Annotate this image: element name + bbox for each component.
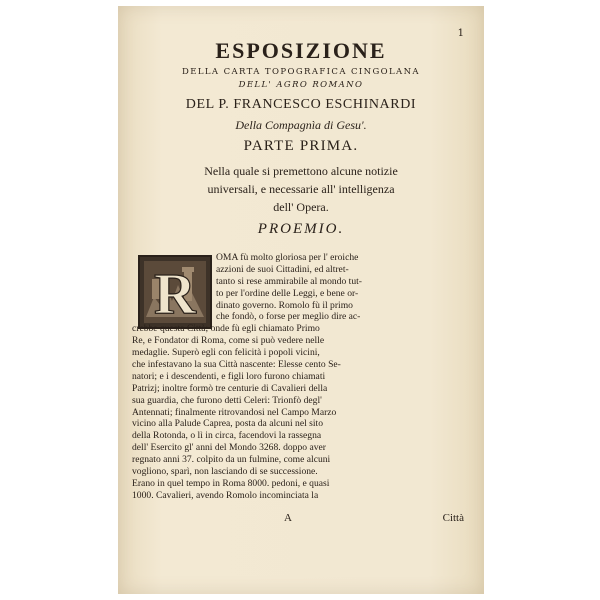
body-line: tanto si rese ammirabile al mondo tut- <box>216 275 363 287</box>
body-line: che infestavano la sua Città nascente: Elesse cento Se- <box>132 359 341 371</box>
body-line: medaglie. Superò egli con felicità i popoli vicini, <box>132 347 320 359</box>
catchword: Città <box>442 512 464 524</box>
signature-mark: A <box>284 512 292 524</box>
body-line: Antennati; finalmente ritrovandosi nel Campo Marzo <box>132 406 337 418</box>
body-line: regnato anni 37. colpito da un fulmine, come alcuni <box>132 454 331 466</box>
body-line: vogliono, sparì, non lasciando di se successione. <box>132 466 318 478</box>
company-line: Della Compagnìa di Gesu'. <box>235 118 367 132</box>
drop-cap-letter: R <box>154 261 196 326</box>
body-line: natori; e i descendenti, e figli loro furono chiamati <box>132 370 326 382</box>
body-line: della Rotonda, o lì in circa, facendovi la rassegna <box>132 430 322 442</box>
body-line: azzioni de suoi Cittadini, ed altret- <box>216 263 349 275</box>
author-line: DEL P. FRANCESCO ESCHINARDI <box>185 97 417 112</box>
page-title: ESPOSIZIONE <box>215 38 387 63</box>
body-text <box>132 252 472 502</box>
body-line: crebbe questa Città; onde fù egli chiamato Primo <box>132 323 320 335</box>
body-line: vicino alla Palude Caprea, posta da alcuni nel sito <box>132 418 324 430</box>
body-line: OMA fù molto gloriosa per l' eroiche <box>216 252 359 263</box>
intro-line: universali, e necessarie all' intelligenza <box>207 182 395 196</box>
body-line: dinato governo. Romolo fù il primo <box>216 299 353 311</box>
subtitle-line-1: DELLA CARTA TOPOGRAFICA CINGOLANA <box>182 67 420 77</box>
page-number: 1 <box>457 28 464 39</box>
body-line: sua guardia, che furono detti Celeri: Trionfò degl' <box>132 394 322 406</box>
part-heading: PARTE PRIMA. <box>243 138 359 154</box>
body-line: Patrizj; inoltre formò tre centurie di Cavalieri della <box>132 382 328 394</box>
body-line: che fondò, o forse per meglio dire ac- <box>216 311 361 323</box>
intro-line: dell' Opera. <box>273 200 329 214</box>
subtitle-line-2: DELL' AGRO ROMANO <box>238 80 364 90</box>
body-line: Re, e Fondator di Roma, come si può vedere nelle <box>132 335 325 347</box>
book-page <box>118 6 484 594</box>
section-heading: PROEMIO. <box>257 221 345 237</box>
body-line: Erano in quel tempo in Roma 8000. pedoni, e quasi <box>132 477 330 489</box>
body-line: 1000. Cavalieri, avendo Romolo incominciata la <box>132 489 319 501</box>
body-line: dell' Esercito gl' anni del Mondo 3268. doppo aver <box>132 442 326 454</box>
intro-line: Nella quale si premettono alcune notizie <box>204 164 398 178</box>
intro-paragraph <box>132 162 470 216</box>
body-line: to per l'ordine delle Leggi, e bene or- <box>216 287 359 299</box>
